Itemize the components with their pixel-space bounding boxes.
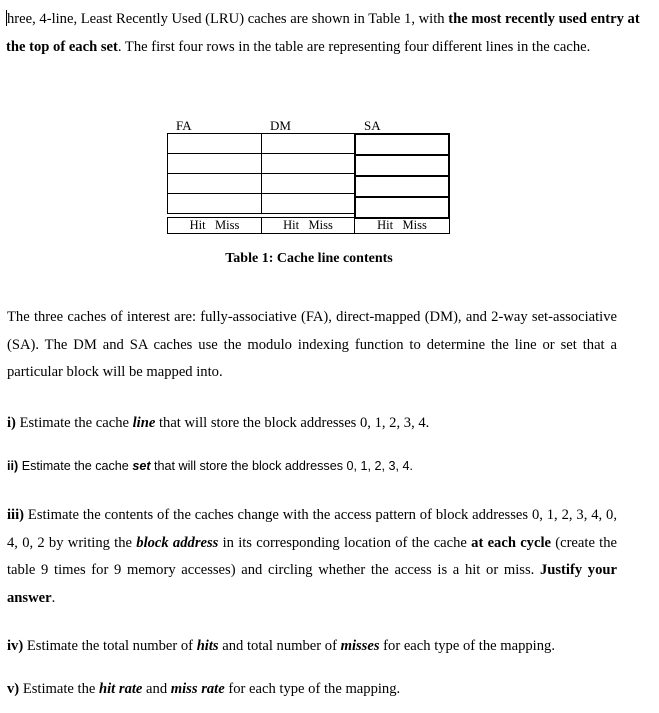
col-label-sa: SA bbox=[364, 118, 381, 133]
question-2-text-b: that will store the block addresses 0, 1, 2, 3, 4. bbox=[150, 459, 414, 473]
dm-line-3 bbox=[262, 174, 355, 194]
question-2-text-a: Estimate the cache bbox=[18, 459, 133, 473]
question-2-emphasis: set bbox=[132, 459, 151, 473]
question-2 bbox=[7, 459, 617, 473]
question-3-bold-a: at each cycle bbox=[471, 534, 551, 551]
question-4-text-a: Estimate the total number of bbox=[23, 638, 197, 654]
intro-paragraph bbox=[6, 6, 646, 61]
intro-bold: the most recently used entry at the top of each set bbox=[6, 11, 640, 55]
table-caption: Table 1: Cache line contents bbox=[225, 251, 393, 266]
fa-line-1 bbox=[168, 134, 262, 154]
dm-line-1 bbox=[262, 134, 355, 154]
dm-line-4 bbox=[262, 194, 355, 214]
question-5-emphasis-a: hit rate bbox=[99, 681, 143, 697]
question-4-text-c: for each type of the mapping. bbox=[379, 638, 555, 654]
question-4-emphasis-b: misses bbox=[340, 638, 380, 654]
question-1 bbox=[7, 415, 617, 432]
question-5-number: v) bbox=[7, 681, 20, 697]
question-3-text-d: . bbox=[51, 589, 56, 606]
fa-hit-miss: Hit Miss bbox=[167, 217, 262, 234]
question-3-number: iii) bbox=[7, 507, 25, 523]
fa-cache-grid bbox=[167, 133, 262, 214]
question-4-text-b: and total number of bbox=[218, 638, 341, 654]
sa-line-3 bbox=[355, 176, 449, 197]
sa-line-1 bbox=[355, 134, 449, 155]
question-3-bold-b: Justify your answer bbox=[7, 562, 617, 606]
question-3-text-a: Estimate the contents of the caches change with the access pattern of block addresses 0, 1, 2, 3, 4, 0, 4, 0, 2 by writing the bbox=[7, 507, 617, 551]
question-2-number: ii) bbox=[7, 459, 19, 473]
question-4-emphasis-a: hits bbox=[196, 638, 219, 654]
question-3-text-b: in its corresponding location of the cache bbox=[218, 534, 472, 551]
fa-line-4 bbox=[168, 194, 262, 214]
sa-line-4 bbox=[355, 197, 449, 218]
dm-hit-miss: Hit Miss bbox=[261, 217, 355, 234]
question-4-number: iv) bbox=[7, 638, 24, 654]
question-5-text-c: for each type of the mapping. bbox=[224, 681, 401, 697]
question-1-emphasis: line bbox=[132, 415, 156, 431]
fa-line-2 bbox=[168, 154, 262, 174]
question-3 bbox=[7, 502, 617, 612]
intro-text-1: hree, 4-line, Least Recently Used (LRU) caches are shown in Table 1, with bbox=[7, 11, 449, 27]
question-1-text-a: Estimate the cache bbox=[15, 415, 133, 431]
question-5-emphasis-b: miss rate bbox=[170, 681, 225, 697]
intro-text-2: . The first four rows in the table are representing four different lines in the cache. bbox=[117, 38, 591, 55]
question-1-number: i) bbox=[7, 415, 16, 431]
dm-line-2 bbox=[262, 154, 355, 174]
dm-cache-grid bbox=[261, 133, 355, 214]
sa-hit-miss: Hit Miss bbox=[354, 217, 450, 234]
fa-line-3 bbox=[168, 174, 262, 194]
sa-line-2 bbox=[355, 155, 449, 176]
sa-cache-grid bbox=[354, 133, 450, 219]
col-label-dm: DM bbox=[270, 118, 291, 133]
caches-description: The three caches of interest are: fully-associative (FA), direct-mapped (DM), and 2-way set-associative (SA). The DM and SA caches use the modulo indexing function to determine the line or set that a particular block will be mapped into. bbox=[7, 309, 617, 380]
question-5-text-a: Estimate the bbox=[19, 681, 100, 697]
question-3-emphasis: block address bbox=[136, 534, 219, 551]
question-4 bbox=[7, 638, 617, 655]
question-3-text-c: (create the table 9 times for 9 memory accesses) and circling whether the access is a hit or miss. bbox=[7, 534, 617, 578]
question-5 bbox=[7, 681, 617, 698]
col-label-fa: FA bbox=[176, 118, 192, 133]
question-1-text-b: that will store the block addresses 0, 1, 2, 3, 4. bbox=[155, 415, 430, 431]
question-5-text-b: and bbox=[142, 681, 171, 697]
